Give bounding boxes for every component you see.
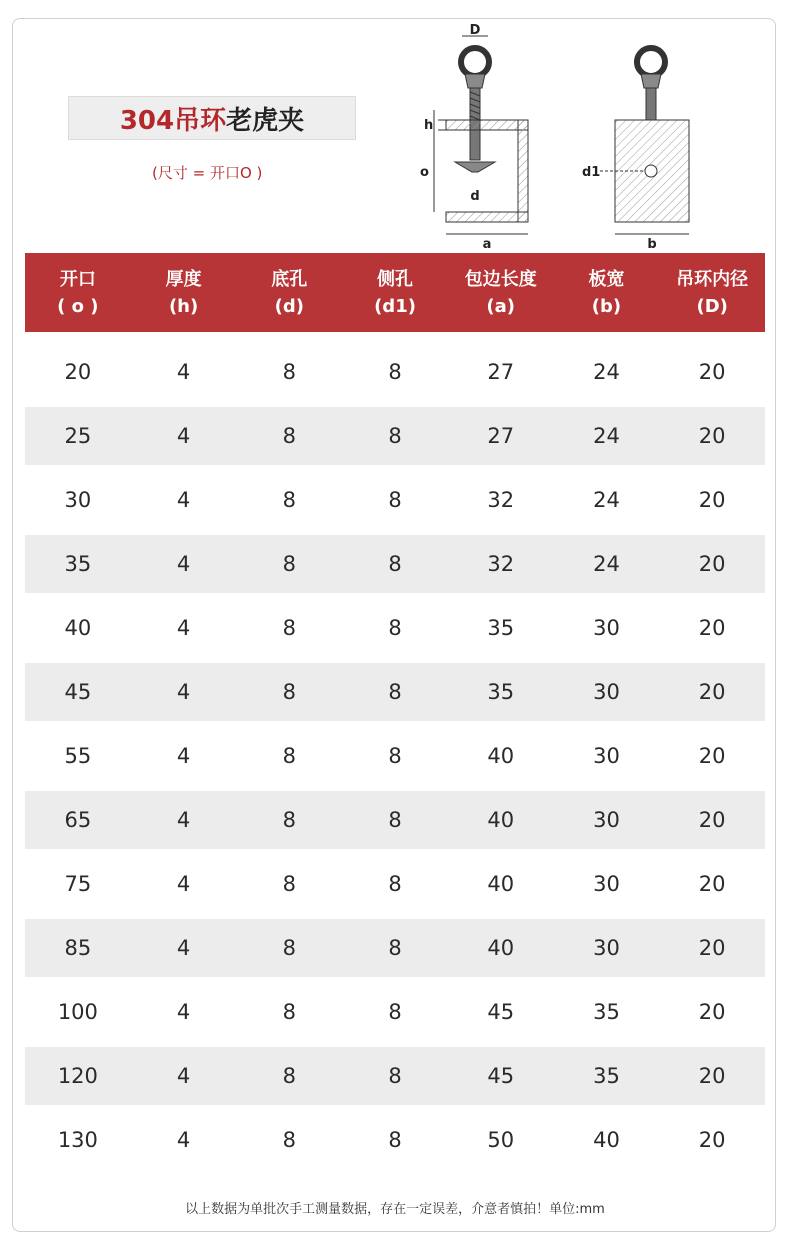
table-cell: 40 (593, 1128, 620, 1152)
table-cell: 20 (698, 1000, 726, 1024)
table-cell: 4 (176, 872, 191, 896)
table-cell: 24 (593, 552, 620, 576)
table-cell: 40 (487, 808, 515, 832)
header-thickness (131, 253, 237, 332)
table-cell: 32 (487, 552, 515, 576)
size-note: (尺寸 = 开口O ) (152, 164, 263, 182)
table-cell: 45 (487, 1000, 515, 1024)
table-row (25, 1047, 765, 1105)
table-row (25, 343, 765, 401)
label-h: h (424, 118, 434, 133)
table-cell: 32 (487, 488, 515, 512)
table-cell: 8 (282, 1000, 296, 1024)
header-label: 开口 (59, 268, 96, 290)
table-cell: 8 (282, 1128, 296, 1152)
table-cell: 8 (282, 616, 296, 640)
table-cell: 20 (698, 488, 726, 512)
table-cell: 85 (64, 936, 92, 960)
table-cell: 8 (282, 808, 296, 832)
table-cell: 8 (388, 936, 402, 960)
header-label: 吊环内径 (676, 268, 749, 290)
table-cell: 75 (64, 872, 92, 896)
table-cell: 4 (176, 1064, 191, 1088)
table-cell: 30 (593, 680, 620, 704)
table-cell: 8 (282, 744, 296, 768)
label-D: D (469, 23, 481, 38)
label-o: o (420, 165, 429, 180)
table-cell: 8 (282, 680, 296, 704)
table-cell: 65 (64, 808, 92, 832)
table-cell: 20 (698, 1128, 726, 1152)
table-cell: 27 (487, 360, 515, 384)
table-row (25, 791, 765, 849)
header-label: 厚度 (165, 268, 202, 290)
table-cell: 20 (698, 424, 726, 448)
table-cell: 8 (388, 488, 402, 512)
table-cell: 24 (593, 360, 620, 384)
header-symbol: ( o ) (57, 295, 99, 317)
table-cell: 20 (698, 552, 726, 576)
table-cell: 30 (593, 936, 620, 960)
title-rest: 老虎夹 (226, 105, 305, 136)
table-cell: 20 (698, 1064, 726, 1088)
table-cell: 20 (698, 872, 726, 896)
header-symbol: (D) (696, 295, 728, 317)
table-cell: 30 (593, 872, 620, 896)
table-cell: 8 (282, 1064, 296, 1088)
table-cell: 30 (593, 808, 620, 832)
table-cell: 35 (593, 1000, 620, 1024)
header-side-hole (342, 253, 448, 332)
table-cell: 45 (487, 1064, 515, 1088)
clamp-diagrams (410, 22, 710, 252)
table-cell: 4 (176, 808, 191, 832)
table-cell: 27 (487, 424, 515, 448)
table-row (25, 535, 765, 593)
table-row (25, 855, 765, 913)
table-cell: 8 (388, 680, 402, 704)
header-symbol: (a) (486, 295, 516, 317)
table-cell: 8 (388, 616, 402, 640)
title-highlight: 304吊环 (119, 105, 227, 136)
table-cell: 55 (64, 744, 92, 768)
table-cell: 8 (388, 1064, 402, 1088)
table-cell: 24 (593, 424, 620, 448)
table-cell: 20 (64, 360, 92, 384)
product-title (68, 96, 356, 140)
table-cell: 20 (698, 808, 726, 832)
table-cell: 4 (176, 424, 191, 448)
table-cell: 20 (698, 680, 726, 704)
table-cell: 20 (698, 360, 726, 384)
header-label: 包边长度 (464, 268, 537, 290)
table-cell: 40 (487, 936, 515, 960)
table-cell: 8 (282, 424, 296, 448)
table-row (25, 1111, 765, 1169)
side-view-diagram (420, 23, 528, 252)
label-b: b (647, 237, 657, 252)
table-cell: 35 (487, 616, 515, 640)
header-label: 板宽 (588, 268, 625, 290)
table-cell: 50 (487, 1128, 515, 1152)
table-cell: 8 (388, 360, 402, 384)
table-cell: 8 (388, 744, 402, 768)
header-label: 底孔 (271, 268, 308, 290)
table-cell: 35 (487, 680, 515, 704)
header-label: 侧孔 (377, 268, 414, 290)
table-cell: 25 (64, 424, 92, 448)
header-wrap-length (448, 253, 554, 332)
front-view-diagram (582, 48, 689, 252)
table-cell: 24 (593, 488, 620, 512)
header-plate-width (554, 253, 660, 332)
table-cell: 40 (487, 744, 515, 768)
table-cell: 8 (282, 552, 296, 576)
table-cell: 4 (176, 488, 191, 512)
table-header (25, 253, 765, 332)
header-symbol: (d) (274, 295, 304, 317)
spec-table-body (25, 343, 765, 1175)
table-cell: 30 (593, 744, 620, 768)
table-row (25, 471, 765, 529)
table-cell: 8 (282, 488, 296, 512)
table-cell: 8 (388, 1000, 402, 1024)
table-cell: 40 (487, 872, 515, 896)
table-cell: 8 (388, 552, 402, 576)
header-opening (25, 253, 131, 332)
table-cell: 100 (57, 1000, 98, 1024)
table-cell: 4 (176, 680, 191, 704)
table-cell: 4 (176, 936, 191, 960)
table-row (25, 599, 765, 657)
table-cell: 8 (282, 872, 296, 896)
table-cell: 4 (176, 1128, 191, 1152)
table-cell: 8 (388, 872, 402, 896)
header-bottom-hole (236, 253, 342, 332)
table-row (25, 663, 765, 721)
table-cell: 30 (64, 488, 92, 512)
table-cell: 4 (176, 1000, 191, 1024)
table-cell: 30 (593, 616, 620, 640)
table-cell: 130 (57, 1128, 98, 1152)
header-ring-inner-diameter (659, 253, 765, 332)
table-cell: 120 (57, 1064, 98, 1088)
header-symbol: (h) (168, 295, 199, 317)
table-cell: 35 (64, 552, 92, 576)
table-cell: 8 (388, 424, 402, 448)
table-cell: 8 (388, 1128, 402, 1152)
table-cell: 8 (282, 936, 296, 960)
table-cell: 20 (698, 616, 726, 640)
table-row (25, 983, 765, 1041)
label-d1: d1 (582, 165, 601, 180)
footer-note: 以上数据为单批次手工测量数据，存在一定误差，介意者慎拍！单位:mm (185, 1202, 605, 1217)
table-row (25, 727, 765, 785)
header-symbol: (d1) (374, 295, 416, 317)
table-cell: 4 (176, 552, 191, 576)
label-a: a (482, 237, 492, 252)
table-cell: 8 (282, 360, 296, 384)
table-cell: 4 (176, 744, 191, 768)
table-cell: 20 (698, 936, 726, 960)
table-row (25, 919, 765, 977)
table-cell: 45 (64, 680, 92, 704)
table-cell: 4 (176, 360, 191, 384)
table-cell: 35 (593, 1064, 620, 1088)
header-symbol: (b) (591, 295, 622, 317)
table-cell: 8 (388, 808, 402, 832)
table-cell: 20 (698, 744, 726, 768)
table-cell: 4 (176, 616, 191, 640)
label-d: d (470, 189, 480, 204)
table-cell: 40 (64, 616, 92, 640)
table-row (25, 407, 765, 465)
